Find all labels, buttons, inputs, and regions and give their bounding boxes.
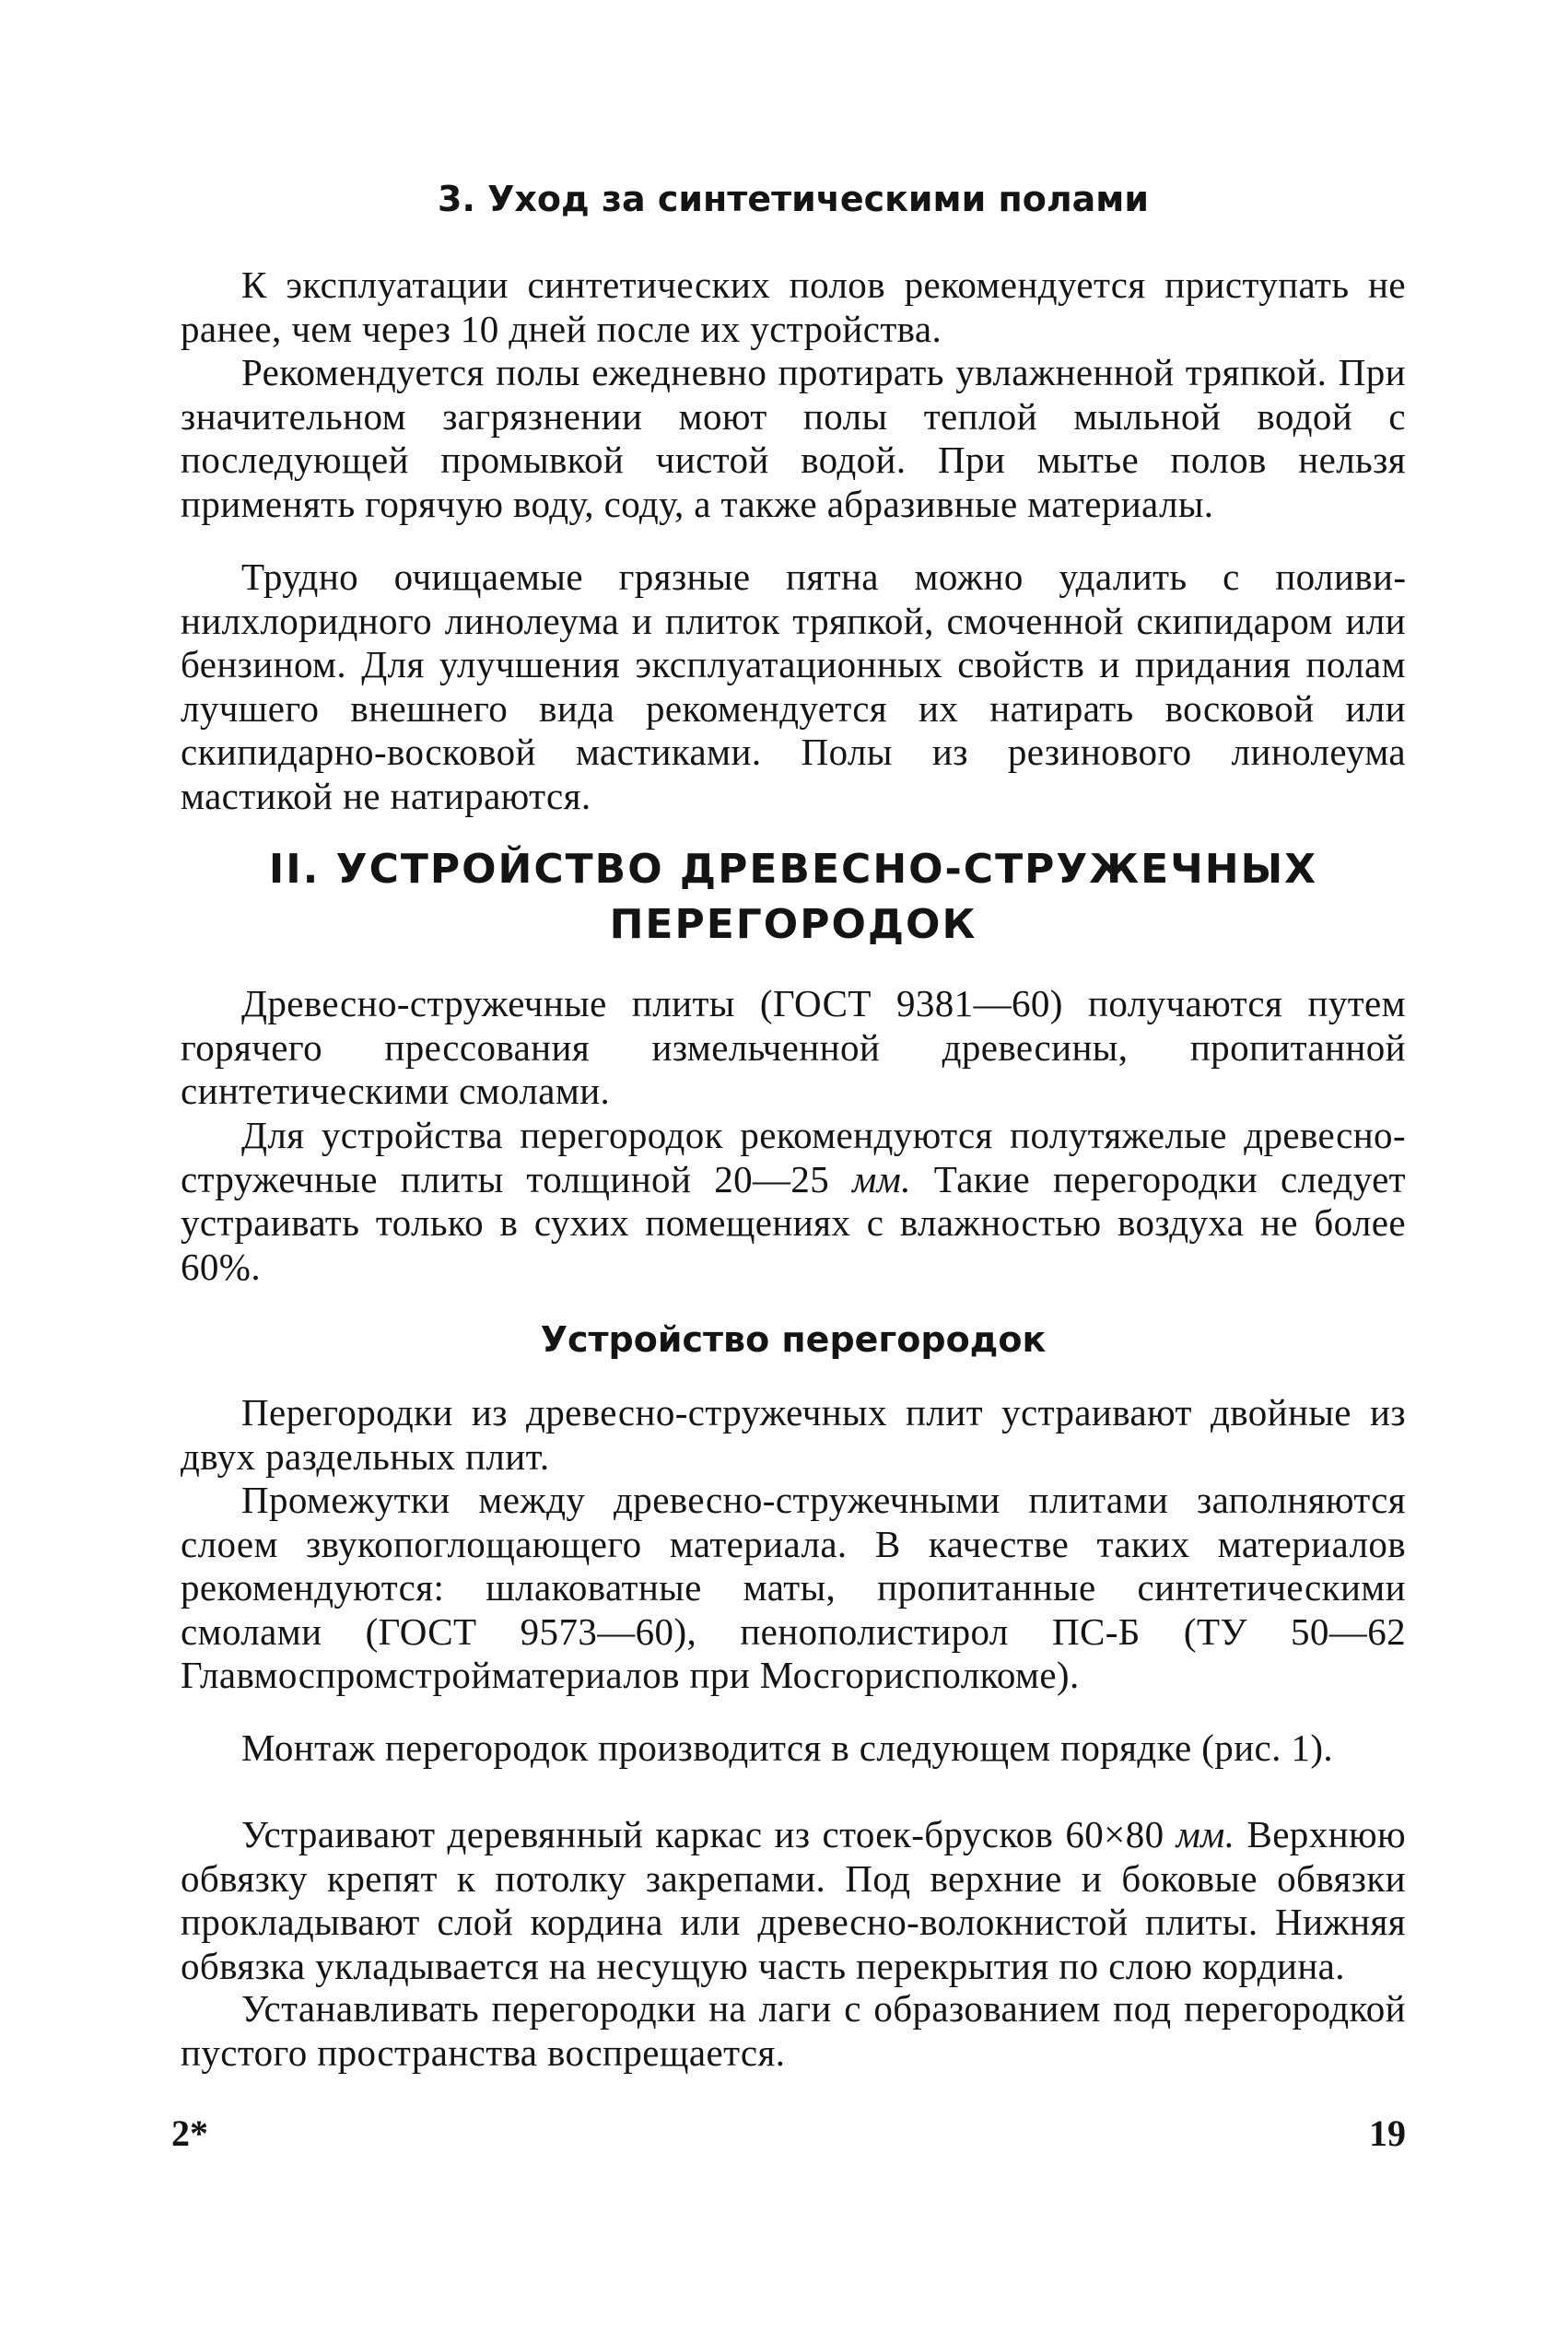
- chapter-2-paragraph-2: [181, 1114, 1406, 1289]
- section-3-paragraph-1: К эксплуатации синтетических полов рекомендуется приступать не ранее, чем через 10 дней после их устройства.: [181, 263, 1406, 350]
- subsection-paragraph-5: Устанавливать перегородки на лаги с образованием под перегородкой пустого пространства воспрещается.: [181, 1987, 1406, 2074]
- signature-mark: 2*: [171, 2112, 208, 2154]
- subsection-paragraph-2: Промежутки между древесно-стружечными плитами заполняются слоем звукопоглощающего материала. В качестве таких материалов рекомендуются: шлаковатные маты, пропитанные синтетическими смолами (ГОСТ 9573—60), пенополистирол ПС-Б (ТУ 50—62 Главмоспромстройматериалов при Мосгорисполкоме).: [181, 1479, 1406, 1696]
- page-number: 19: [1369, 2112, 1406, 2154]
- chapter-2-paragraph-1: Древесно-стружечные плиты (ГОСТ 9381—60) получаются путем горячего прессования измельченной древесины, пропитанной синтетическими смолами.: [181, 982, 1406, 1112]
- subsection-paragraph-4-text-a: Устраивают деревянный каркас из стоек-брусков 60×80: [241, 1813, 1176, 1855]
- section-3-paragraph-3: Трудно очищаемые грязные пятна можно удалить с поливинилхлоридного линолеума и плиток тряпкой, смоченной скипидаром или бензином. Для улучшения эксплуатационных свойств и придания полам лучшего внешнего вида рекомендуется их натирать восковой или скипидарно-восковой мастиками. Полы из резинового линолеума мастикой не натираются.: [181, 556, 1406, 817]
- chapter-2-paragraph-2-text-a: Для устройства перегородок рекомендуются полутяжелые древесно-стружечные плиты толщиной 20—25: [181, 1114, 1406, 1200]
- section-3-title: 3. Уход за синтетическими полами: [438, 179, 1149, 219]
- subsection-paragraph-4-text-b: Верхнюю обвязку крепят к потолку закрепами. Под верхние и боковые обвязки прокладывают слой кордина или древесно-волокнистой плиты. Нижняя обвязка укладывается на несущую часть перекрытия по слою кордина.: [181, 1813, 1407, 1987]
- subsection-paragraph-4: [181, 1813, 1406, 1988]
- unit-mm: мм.: [852, 1157, 911, 1200]
- section-3-paragraph-2: Рекомендуется полы ежедневно протирать увлажненной тряпкой. При значительном загрязнении моют полы теплой мыльной водой с последующей промывкой чистой водой. При мытье полов нельзя применять горячую воду, соду, а также абразивные материалы.: [181, 351, 1406, 525]
- chapter-2-paragraph-2-text-b: Такие перегородки следует устраивать только в сухих помещениях с влажностью воздуха не более 60%.: [181, 1157, 1406, 1288]
- subsection-paragraph-3: Монтаж перегородок производится в следующем порядке (рис. 1).: [241, 1726, 1334, 1769]
- subsection-paragraph-1: Перегородки из древесно-стружечных плит устраивают двойные из двух раздельных плит.: [181, 1391, 1406, 1478]
- unit-mm-2: мм.: [1176, 1813, 1235, 1855]
- chapter-2-title-line-2: ПЕРЕГОРОДОК: [609, 901, 977, 948]
- subsection-title: Устройство перегородок: [540, 1319, 1047, 1360]
- chapter-2-title-line-1: II. УСТРОЙСТВО ДРЕВЕСНО-СТРУЖЕЧНЫХ: [268, 846, 1318, 893]
